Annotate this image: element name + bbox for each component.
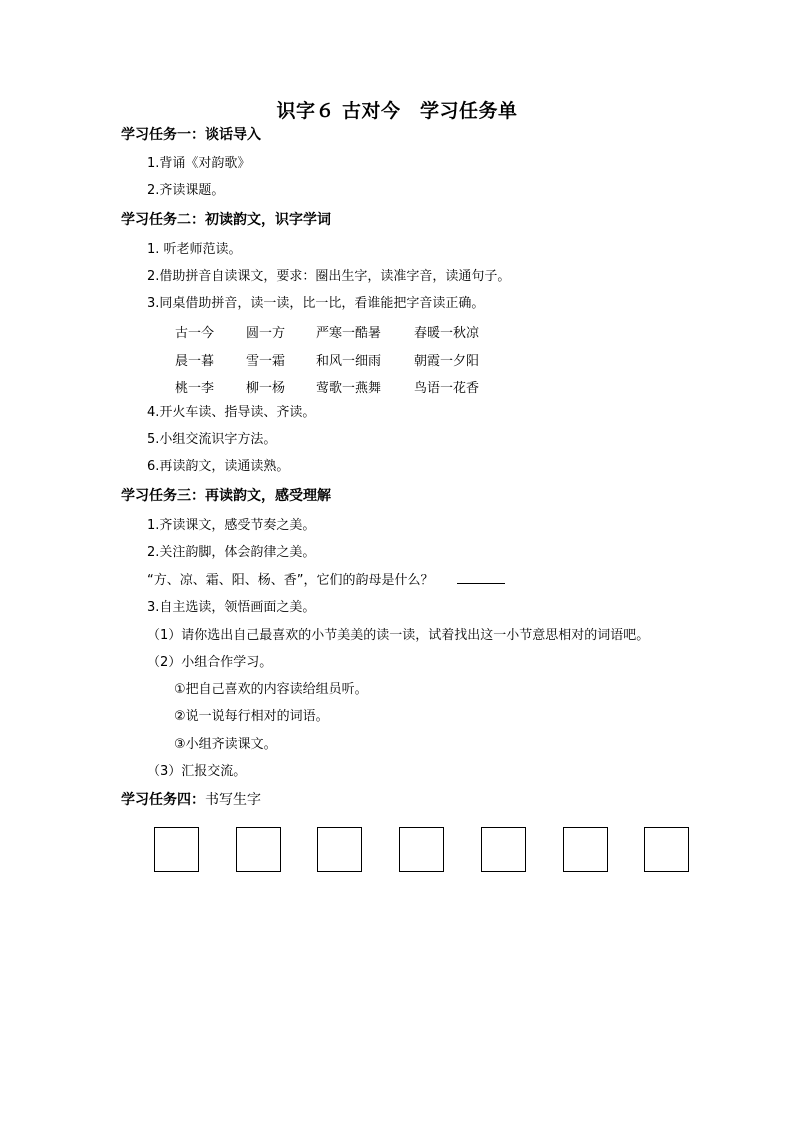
- writing-box[interactable]: [154, 827, 199, 872]
- task3-sub-1: （1）请你选出自己最喜欢的小节美美的读一读，试着找出这一小节意思相对的词语吧。: [147, 628, 650, 643]
- word-pair: 和风一细雨: [316, 353, 382, 369]
- task3-step-3: ③小组齐读课文。: [174, 737, 277, 752]
- answer-blank[interactable]: [457, 572, 505, 584]
- writing-box[interactable]: [644, 827, 689, 872]
- word-pair: 严寒一酷暑: [316, 326, 382, 341]
- word-pair: 雪一霜: [246, 353, 286, 369]
- word-pair: 鸟语一花香: [414, 381, 480, 396]
- page-title: 识字６ 古对今 学习任务单: [276, 100, 518, 122]
- word-pair: 桃一李: [175, 381, 215, 396]
- task4-heading: [121, 792, 261, 808]
- task3-sub-2: （2）小组合作学习。: [147, 655, 273, 670]
- task3-item-3: 3.自主选读，领悟画面之美。: [147, 600, 316, 615]
- task2-item-5: 5.小组交流识字方法。: [147, 432, 277, 447]
- task1-heading: 学习任务一：谈话导入: [121, 127, 261, 143]
- task2-item-3: 3.同桌借助拼音，读一读，比一比，看谁能把字音读正确。: [147, 296, 485, 311]
- writing-box[interactable]: [563, 827, 608, 872]
- task4-heading-rest: 书写生字: [205, 792, 261, 808]
- rhyme-question: [147, 572, 505, 589]
- rhyme-question-text: “方、凉、霜、阳、杨、香”，它们的韵母是什么？: [147, 573, 434, 588]
- task3-item-1: 1.齐读课文，感受节奏之美。: [147, 518, 316, 533]
- task1-item-2: 2.齐读课题。: [147, 183, 225, 198]
- word-pair: 古一今: [175, 326, 215, 341]
- word-pair: 柳一杨: [246, 381, 286, 396]
- writing-box[interactable]: [317, 827, 362, 872]
- task4-heading-bold: 学习任务四：: [121, 792, 205, 808]
- word-pair: 圆一方: [246, 326, 286, 341]
- task2-item-6: 6.再读韵文，读通读熟。: [147, 459, 290, 474]
- writing-box[interactable]: [399, 827, 444, 872]
- task3-item-2: 2.关注韵脚，体会韵律之美。: [147, 545, 316, 560]
- word-pair: 莺歌一燕舞: [316, 381, 382, 396]
- word-pair: 朝霞一夕阳: [414, 353, 480, 369]
- word-pair: 春暖一秋凉: [414, 326, 480, 341]
- task2-item-4: 4.开火车读、指导读、齐读。: [147, 405, 316, 420]
- task2-item-1: 1. 听老师范读。: [147, 242, 242, 257]
- task3-step-2: ②说一说每行相对的词语。: [174, 709, 329, 724]
- task2-heading: 学习任务二：初读韵文，识字学词: [121, 212, 331, 228]
- task2-item-2: 2.借助拼音自读课文，要求：圈出生字，读准字音，读通句子。: [147, 269, 511, 284]
- task1-item-1: 1.背诵《对韵歌》: [147, 156, 251, 171]
- task3-heading: 学习任务三：再读韵文，感受理解: [121, 488, 331, 504]
- word-pair: 晨一暮: [175, 353, 215, 369]
- writing-box[interactable]: [236, 827, 281, 872]
- task3-step-1: ①把自己喜欢的内容读给组员听。: [174, 682, 368, 697]
- writing-box[interactable]: [481, 827, 526, 872]
- task3-sub-3: （3）汇报交流。: [147, 764, 247, 779]
